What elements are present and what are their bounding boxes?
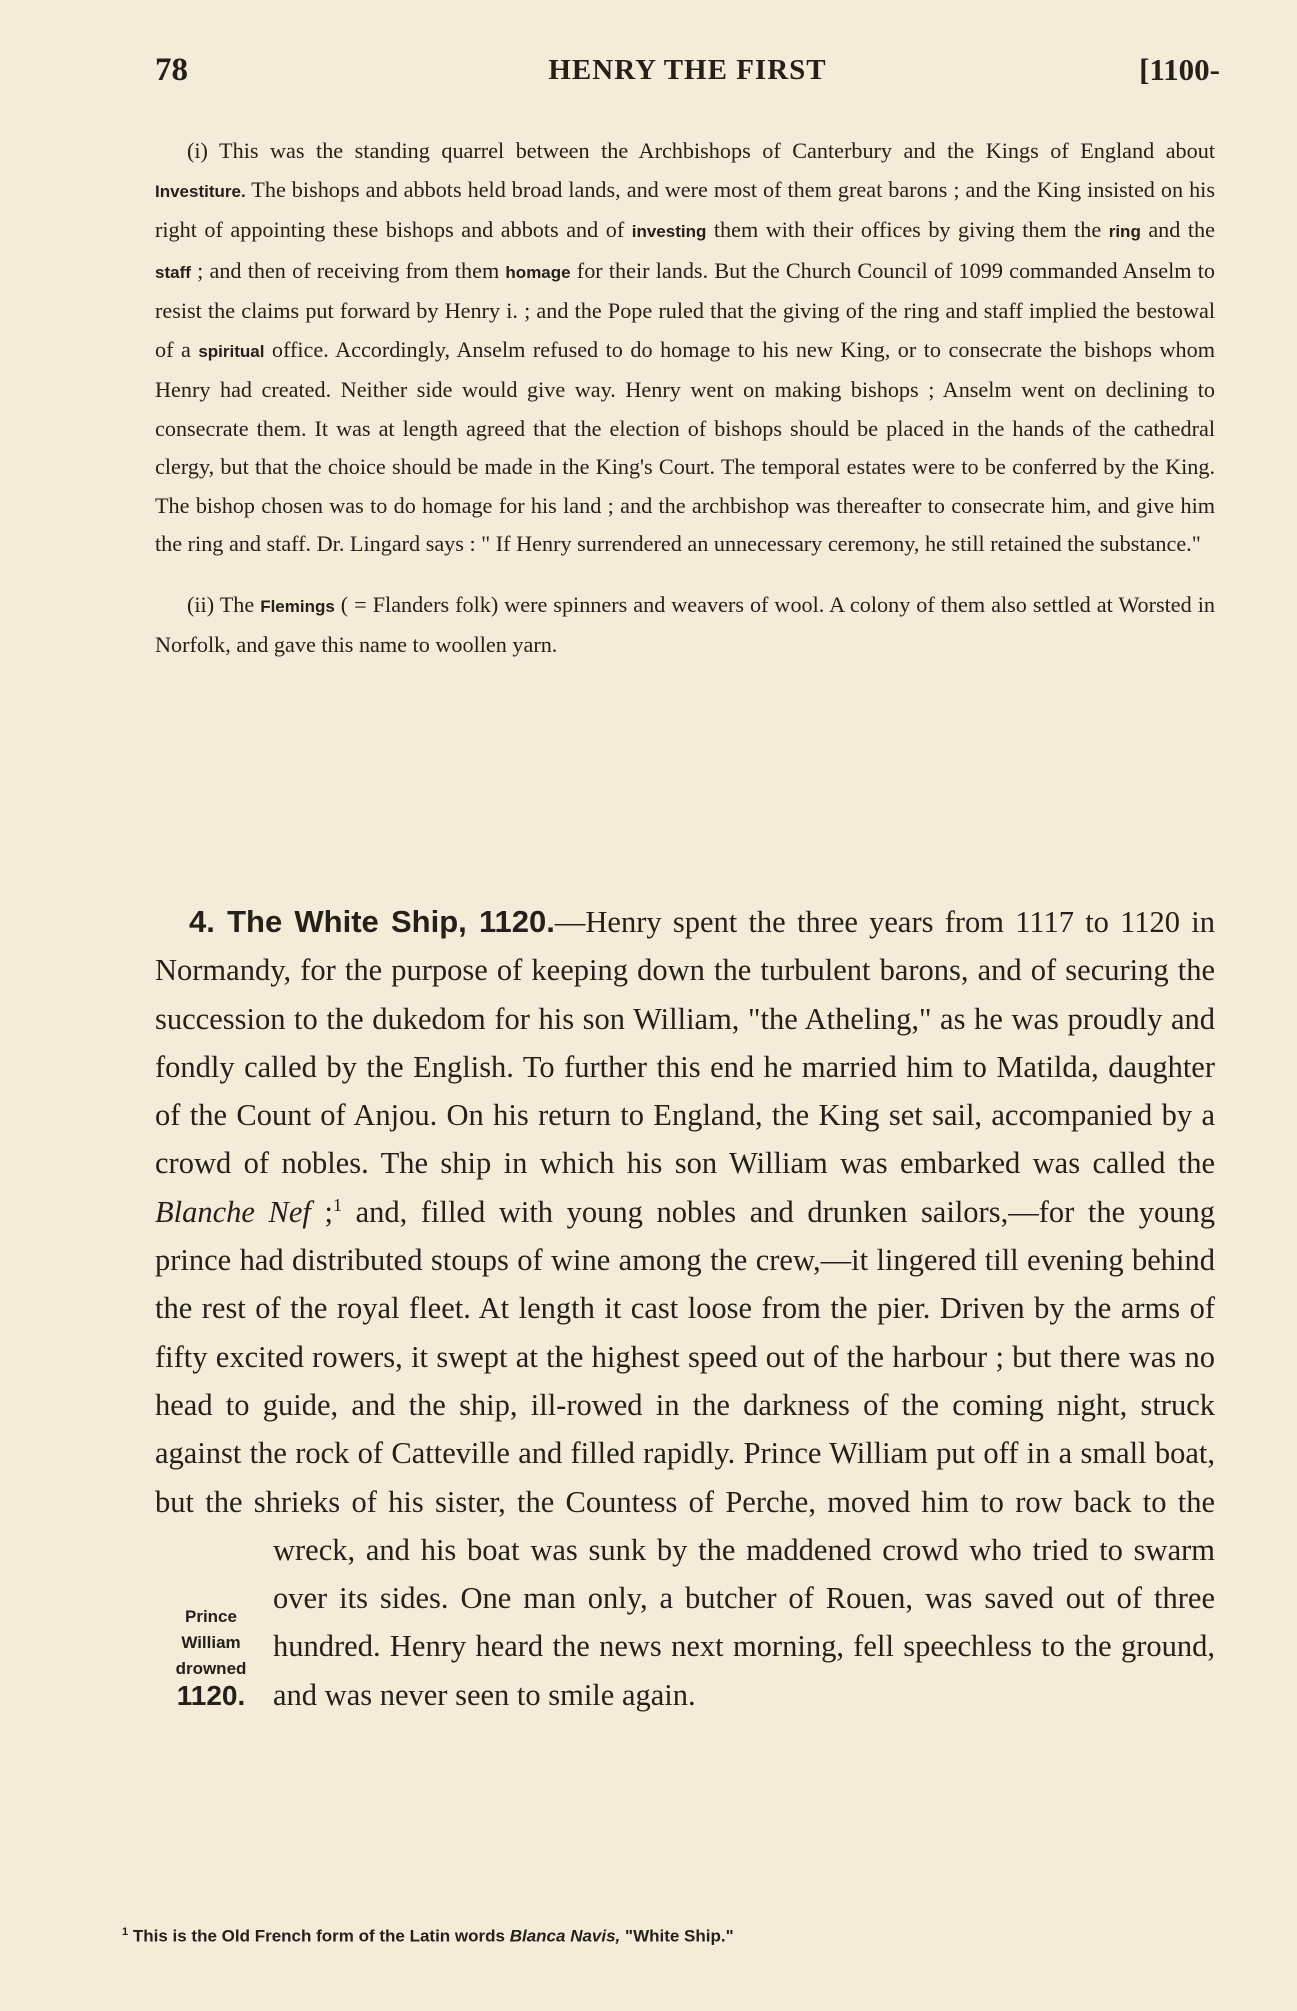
margin-note: Prince William drowned 1120. xyxy=(175,1607,247,1711)
footnote-ref[interactable]: 1 xyxy=(332,1194,342,1215)
date-range: [1100- xyxy=(1139,52,1220,87)
section-paragraph: 4. The White Ship, 1120.—Henry spent the three years from 1117 to 1120 in Normandy, for the purpose of keeping down the turbulent barons, and of securing the succession to the dukedom for his son William, "the Atheling," as he was proudly and fondly called by the English. To further this end he married him to Matilda, daughter of the Count of Anjou. On his return to England, the King set sail, accompanied by a crowd of nobles. The ship in which his son William was embarked was called the Blanche Nef ;$^1$ and, filled with young nobles and drunken sailors,—for the young prince had distributed stoups of wine among the crew,—it lingered till evening behind the rest of the royal fleet. At length it cast loose from the pier. Driven by the arms of fifty excited rowers, it swept at the highest speed out of the harbour ; but there was no head to guide, and the ship, ill-rowed in the darkness of the coming night, struck against the rock of Catteville and filled rapidly. Prince William put off in a small boat, but the shrieks of his sister, the Countess of Perche, moved him to row back to the wreck, and his boat was sunk by the maddened crowd who tried to swarm over its sides. One man only, a butcher of Rouen, was saved out of three hundred. Henry heard the news next morning, fell speechless to the ground, and was never seen to smile again. xyxy=(155,904,1215,1712)
page-number: 78 xyxy=(155,52,188,88)
running-title: HENRY THE FIRST xyxy=(548,54,827,86)
section-white-ship xyxy=(155,898,1215,1752)
note-flemings: (ii) The Flemings ( = Flanders folk) were spinners and weavers of wool. A colony of them also settled at Worsted in Norfolk, and gave this name to woollen yarn. xyxy=(155,591,1216,657)
notes-block xyxy=(155,132,1215,665)
ship-name: Blanche Nef xyxy=(155,1194,311,1229)
note-investiture: (i) This was the standing quarrel between the Archbishops of Canterbury and the Kings of England about Investiture. The bishops and abbots held broad lands, and were most of them great barons ; and the King insisted on his right of appointing these bishops and abbots and of investing them with their offices by giving them the ring and the staff ; and then of receiving from them homage for their lands. But the Church Council of 1099 commanded Anselm to resist the claims put forward by Henry i. ; and the Pope ruled that the giving of the ring and staff implied the bestowal of a spiritual office. Accordingly, Anselm refused to do homage to his new King, or to consecrate the bishops whom Henry had created. Neither side would give way. Henry went on making bishops ; Anselm went on declining to consecrate them. It was at length agreed that the election of bishops should be placed in the hands of the cathedral clergy, but that the choice should be made in the King's Court. The temporal estates were to be conferred by the King. The bishop chosen was to do homage for his land ; and the archbishop was thereafter to consecrate him, and give him the ring and staff. Dr. Lingard says : " If Henry surrendered an unnecessary ceremony, he still retained the substance." xyxy=(155,138,1215,556)
page-header xyxy=(155,52,1220,96)
section-heading: 4. The White Ship, 1120. xyxy=(189,904,555,939)
footnote: $^1$ This is the Old French form of the Latin words Blanca Navis, "White Ship." xyxy=(122,1926,734,1946)
